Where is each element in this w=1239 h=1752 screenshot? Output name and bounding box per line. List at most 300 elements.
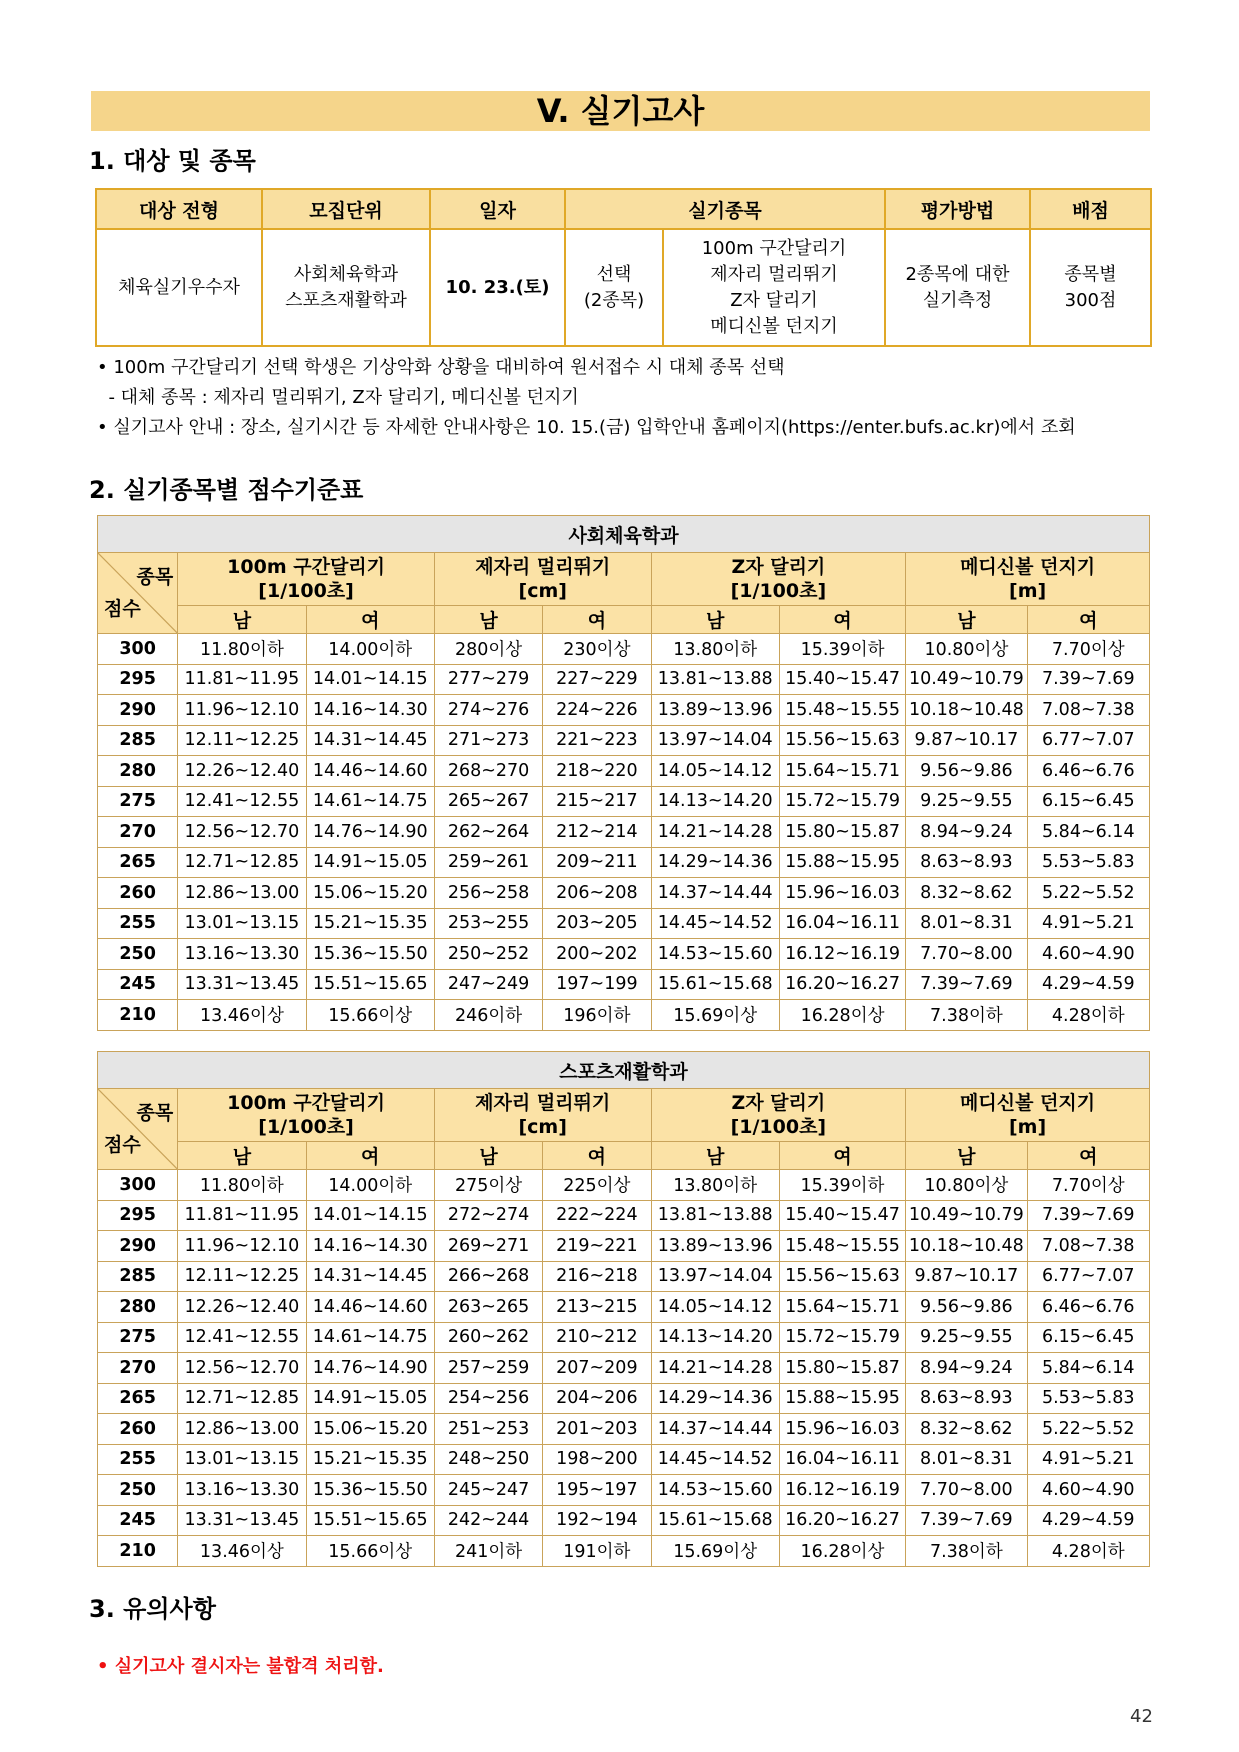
criterion-cell: 16.20~16.27 — [779, 1505, 905, 1536]
criterion-cell: 15.88~15.95 — [779, 847, 905, 878]
criterion-cell: 16.04~16.11 — [779, 908, 905, 939]
criterion-cell: 14.46~14.60 — [306, 756, 434, 787]
criterion-cell: 15.06~15.20 — [306, 878, 434, 909]
criterion-cell: 10.80이상 — [906, 1170, 1027, 1201]
female-header: 여 — [1027, 606, 1149, 634]
criterion-cell: 230이상 — [543, 634, 651, 665]
criterion-cell: 16.04~16.11 — [779, 1444, 905, 1475]
criterion-cell: 15.66이상 — [306, 1000, 434, 1031]
score-cell: 245 — [98, 1505, 178, 1536]
score-row — [98, 1383, 1150, 1414]
male-header: 남 — [651, 606, 779, 634]
event-name: 메디신볼 던지기 — [960, 1092, 1096, 1114]
corner-event-label: 종목 — [136, 566, 174, 588]
score-cell: 275 — [98, 1322, 178, 1353]
corner-header — [98, 553, 178, 634]
criterion-cell: 12.86~13.00 — [178, 878, 306, 909]
header-type: 대상 전형 — [96, 189, 262, 229]
criterion-cell: 10.49~10.79 — [906, 1200, 1027, 1231]
criterion-cell: 10.80이상 — [906, 634, 1027, 665]
score-row — [98, 695, 1150, 726]
criterion-cell: 6.15~6.45 — [1027, 1322, 1149, 1353]
department-title: 사회체육학과 — [98, 516, 1150, 553]
event-unit: [cm] — [518, 1116, 567, 1138]
criterion-cell: 11.81~11.95 — [178, 1200, 306, 1231]
criterion-cell: 254~256 — [434, 1383, 542, 1414]
criterion-cell: 15.06~15.20 — [306, 1414, 434, 1445]
cell-events — [663, 229, 885, 346]
score-cell: 300 — [98, 634, 178, 665]
criterion-cell: 11.80이하 — [178, 634, 306, 665]
criterion-cell: 216~218 — [543, 1261, 651, 1292]
male-header: 남 — [651, 1142, 779, 1170]
female-header: 여 — [779, 606, 905, 634]
score-cell: 265 — [98, 1383, 178, 1414]
criterion-cell: 15.64~15.71 — [779, 1292, 905, 1323]
section-title-score: 2. 실기종목별 점수기준표 — [89, 476, 364, 504]
score-cell: 270 — [98, 817, 178, 848]
criterion-cell: 15.21~15.35 — [306, 1444, 434, 1475]
gender-header-row — [98, 1142, 1150, 1170]
criterion-cell: 241이하 — [434, 1536, 542, 1567]
corner-header — [98, 1089, 178, 1170]
criterion-cell: 13.89~13.96 — [651, 695, 779, 726]
male-header: 남 — [906, 1142, 1027, 1170]
criterion-cell: 4.91~5.21 — [1027, 1444, 1149, 1475]
gender-header-row — [98, 606, 1150, 634]
score-row — [98, 1353, 1150, 1384]
criterion-cell: 12.56~12.70 — [178, 1353, 306, 1384]
criterion-cell: 16.12~16.19 — [779, 939, 905, 970]
criterion-cell: 15.39이하 — [779, 634, 905, 665]
score-cell: 295 — [98, 664, 178, 695]
score-row — [98, 847, 1150, 878]
criterion-cell: 198~200 — [543, 1444, 651, 1475]
event-header — [434, 553, 651, 606]
score-row — [98, 1414, 1150, 1445]
criterion-cell: 15.80~15.87 — [779, 817, 905, 848]
criterion-cell: 10.18~10.48 — [906, 1231, 1027, 1262]
criterion-cell: 248~250 — [434, 1444, 542, 1475]
cell-choice — [565, 229, 663, 346]
criterion-cell: 13.89~13.96 — [651, 1231, 779, 1262]
criterion-cell: 14.29~14.36 — [651, 847, 779, 878]
criterion-cell: 257~259 — [434, 1353, 542, 1384]
criterion-cell: 227~229 — [543, 664, 651, 695]
criterion-cell: 16.28이상 — [779, 1000, 905, 1031]
score-cell: 245 — [98, 969, 178, 1000]
criterion-cell: 4.60~4.90 — [1027, 939, 1149, 970]
criterion-cell: 14.61~14.75 — [306, 1322, 434, 1353]
criterion-cell: 7.08~7.38 — [1027, 1231, 1149, 1262]
criterion-cell: 16.12~16.19 — [779, 1475, 905, 1506]
criterion-cell: 14.16~14.30 — [306, 1231, 434, 1262]
event-item: 100m 구간달리기 — [701, 237, 847, 259]
criterion-cell: 4.28이하 — [1027, 1000, 1149, 1031]
method-line-2: 실기측정 — [922, 289, 993, 311]
female-header: 여 — [306, 1142, 434, 1170]
score-row — [98, 1000, 1150, 1031]
criterion-cell: 14.91~15.05 — [306, 847, 434, 878]
criterion-cell: 6.77~7.07 — [1027, 1261, 1149, 1292]
criterion-cell: 11.80이하 — [178, 1170, 306, 1201]
criterion-cell: 277~279 — [434, 664, 542, 695]
choice-label: 선택 — [596, 263, 632, 285]
score-cell: 255 — [98, 908, 178, 939]
criterion-cell: 15.72~15.79 — [779, 1322, 905, 1353]
score-cell: 210 — [98, 1000, 178, 1031]
target-table-row — [96, 229, 1151, 346]
criterion-cell: 13.97~14.04 — [651, 1261, 779, 1292]
event-name: 메디신볼 던지기 — [960, 556, 1096, 578]
event-unit: [m] — [1009, 580, 1047, 602]
male-header: 남 — [434, 606, 542, 634]
criterion-cell: 4.29~4.59 — [1027, 1505, 1149, 1536]
criterion-cell: 197~199 — [543, 969, 651, 1000]
score-cell: 250 — [98, 939, 178, 970]
criterion-cell: 12.71~12.85 — [178, 847, 306, 878]
criterion-cell: 206~208 — [543, 878, 651, 909]
criterion-cell: 15.40~15.47 — [779, 664, 905, 695]
note-line: • 100m 구간달리기 선택 학생은 기상악화 상황을 대비하여 원서접수 시 대체 종목 선택 — [97, 357, 785, 378]
criterion-cell: 4.91~5.21 — [1027, 908, 1149, 939]
score-cell: 290 — [98, 695, 178, 726]
criterion-cell: 7.38이하 — [906, 1536, 1027, 1567]
event-unit: [m] — [1009, 1116, 1047, 1138]
female-header: 여 — [543, 1142, 651, 1170]
score-table-social-sports — [97, 515, 1150, 1031]
note-line: • 실기고사 안내 : 장소, 실기시간 등 자세한 안내사항은 10. 15.(금) 입학안내 홈페이지(https://enter.bufs.ac.kr)에서 조회 — [97, 417, 1076, 438]
criterion-cell: 209~211 — [543, 847, 651, 878]
criterion-cell: 14.46~14.60 — [306, 1292, 434, 1323]
score-cell: 295 — [98, 1200, 178, 1231]
cell-type: 체육실기우수자 — [96, 229, 262, 346]
criterion-cell: 13.80이하 — [651, 634, 779, 665]
criterion-cell: 14.37~14.44 — [651, 1414, 779, 1445]
criterion-cell: 15.64~15.71 — [779, 756, 905, 787]
criterion-cell: 269~271 — [434, 1231, 542, 1262]
department-header-row — [98, 516, 1150, 553]
criterion-cell: 271~273 — [434, 725, 542, 756]
score-row — [98, 878, 1150, 909]
criterion-cell: 15.36~15.50 — [306, 939, 434, 970]
score-row — [98, 786, 1150, 817]
criterion-cell: 14.53~15.60 — [651, 1475, 779, 1506]
event-header — [651, 553, 906, 606]
score-row — [98, 908, 1150, 939]
event-header — [906, 1089, 1150, 1142]
cell-method — [885, 229, 1030, 346]
department-title: 스포츠재활학과 — [98, 1052, 1150, 1089]
criterion-cell: 245~247 — [434, 1475, 542, 1506]
female-header: 여 — [306, 606, 434, 634]
criterion-cell: 13.01~13.15 — [178, 908, 306, 939]
event-name: 제자리 멀리뛰기 — [475, 1092, 611, 1114]
male-header: 남 — [178, 606, 306, 634]
criterion-cell: 7.39~7.69 — [906, 969, 1027, 1000]
criterion-cell: 13.46이상 — [178, 1536, 306, 1567]
criterion-cell: 14.31~14.45 — [306, 725, 434, 756]
criterion-cell: 12.11~12.25 — [178, 725, 306, 756]
score-row — [98, 756, 1150, 787]
choice-count: (2종목) — [583, 289, 645, 311]
event-unit: [1/100초] — [258, 580, 354, 602]
score-row — [98, 1505, 1150, 1536]
criterion-cell: 14.21~14.28 — [651, 1353, 779, 1384]
criterion-cell: 7.70이상 — [1027, 634, 1149, 665]
event-unit: [cm] — [518, 580, 567, 602]
criterion-cell: 15.40~15.47 — [779, 1200, 905, 1231]
score-row — [98, 969, 1150, 1000]
criterion-cell: 8.32~8.62 — [906, 1414, 1027, 1445]
criterion-cell: 8.63~8.93 — [906, 1383, 1027, 1414]
criterion-cell: 15.69이상 — [651, 1536, 779, 1567]
score-row — [98, 1170, 1150, 1201]
criterion-cell: 250~252 — [434, 939, 542, 970]
criterion-cell: 11.96~12.10 — [178, 695, 306, 726]
criterion-cell: 224~226 — [543, 695, 651, 726]
header-date: 일자 — [430, 189, 565, 229]
criterion-cell: 15.48~15.55 — [779, 695, 905, 726]
event-name: 100m 구간달리기 — [227, 1092, 385, 1114]
criterion-cell: 13.46이상 — [178, 1000, 306, 1031]
header-method: 평가방법 — [885, 189, 1030, 229]
notes — [97, 353, 1076, 443]
method-line-1: 2종목에 대한 — [905, 263, 1010, 285]
criterion-cell: 7.39~7.69 — [1027, 664, 1149, 695]
criterion-cell: 251~253 — [434, 1414, 542, 1445]
score-row — [98, 634, 1150, 665]
criterion-cell: 6.77~7.07 — [1027, 725, 1149, 756]
criterion-cell: 12.26~12.40 — [178, 756, 306, 787]
criterion-cell: 260~262 — [434, 1322, 542, 1353]
score-cell: 290 — [98, 1231, 178, 1262]
caution-text: • 실기고사 결시자는 불합격 처리함. — [97, 1656, 384, 1677]
event-item: Z자 달리기 — [730, 289, 818, 311]
criterion-cell: 5.53~5.83 — [1027, 1383, 1149, 1414]
criterion-cell: 13.16~13.30 — [178, 939, 306, 970]
criterion-cell: 191이하 — [543, 1536, 651, 1567]
criterion-cell: 265~267 — [434, 786, 542, 817]
score-cell: 210 — [98, 1536, 178, 1567]
score-cell: 260 — [98, 1414, 178, 1445]
criterion-cell: 204~206 — [543, 1383, 651, 1414]
unit-sports-rehab: 스포츠재활학과 — [285, 289, 407, 311]
header-unit: 모집단위 — [262, 189, 430, 229]
criterion-cell: 218~220 — [543, 756, 651, 787]
score-line-2: 300점 — [1064, 289, 1117, 311]
criterion-cell: 207~209 — [543, 1353, 651, 1384]
criterion-cell: 200~202 — [543, 939, 651, 970]
criterion-cell: 14.13~14.20 — [651, 786, 779, 817]
criterion-cell: 13.16~13.30 — [178, 1475, 306, 1506]
criterion-cell: 268~270 — [434, 756, 542, 787]
event-unit: [1/100초] — [730, 580, 827, 602]
cell-score — [1030, 229, 1151, 346]
section-title-caution: 3. 유의사항 — [89, 1595, 216, 1623]
criterion-cell: 5.22~5.52 — [1027, 1414, 1149, 1445]
criterion-cell: 5.22~5.52 — [1027, 878, 1149, 909]
criterion-cell: 15.96~16.03 — [779, 1414, 905, 1445]
score-cell: 285 — [98, 725, 178, 756]
note-line: - 대체 종목 : 제자리 멀리뛰기, Z자 달리기, 메디신볼 던지기 — [97, 387, 579, 408]
criterion-cell: 14.05~14.12 — [651, 756, 779, 787]
criterion-cell: 9.87~10.17 — [906, 1261, 1027, 1292]
page-number: 42 — [1130, 1706, 1153, 1727]
event-name: 제자리 멀리뛰기 — [475, 556, 611, 578]
criterion-cell: 15.88~15.95 — [779, 1383, 905, 1414]
event-header-row — [98, 1089, 1150, 1142]
criterion-cell: 9.25~9.55 — [906, 1322, 1027, 1353]
cell-date: 10. 23.(토) — [430, 229, 565, 346]
score-cell: 255 — [98, 1444, 178, 1475]
criterion-cell: 13.31~13.45 — [178, 1505, 306, 1536]
event-header — [178, 1089, 435, 1142]
criterion-cell: 9.56~9.86 — [906, 756, 1027, 787]
criterion-cell: 222~224 — [543, 1200, 651, 1231]
score-row — [98, 1261, 1150, 1292]
score-row — [98, 725, 1150, 756]
score-table-sports-rehab — [97, 1051, 1150, 1567]
criterion-cell: 8.94~9.24 — [906, 817, 1027, 848]
score-row — [98, 1231, 1150, 1262]
criterion-cell: 15.21~15.35 — [306, 908, 434, 939]
score-line-1: 종목별 — [1064, 263, 1117, 285]
criterion-cell: 15.36~15.50 — [306, 1475, 434, 1506]
criterion-cell: 259~261 — [434, 847, 542, 878]
criterion-cell: 12.26~12.40 — [178, 1292, 306, 1323]
male-header: 남 — [906, 606, 1027, 634]
event-header — [651, 1089, 906, 1142]
criterion-cell: 213~215 — [543, 1292, 651, 1323]
male-header: 남 — [178, 1142, 306, 1170]
criterion-cell: 5.84~6.14 — [1027, 817, 1149, 848]
score-row — [98, 1200, 1150, 1231]
criterion-cell: 15.51~15.65 — [306, 1505, 434, 1536]
criterion-cell: 8.32~8.62 — [906, 878, 1027, 909]
criterion-cell: 14.16~14.30 — [306, 695, 434, 726]
criterion-cell: 14.13~14.20 — [651, 1322, 779, 1353]
criterion-cell: 212~214 — [543, 817, 651, 848]
corner-score-label: 점수 — [104, 1134, 141, 1156]
male-header: 남 — [434, 1142, 542, 1170]
criterion-cell: 14.76~14.90 — [306, 817, 434, 848]
criterion-cell: 4.28이하 — [1027, 1536, 1149, 1567]
criterion-cell: 13.80이하 — [651, 1170, 779, 1201]
event-unit: [1/100초] — [258, 1116, 354, 1138]
criterion-cell: 12.41~12.55 — [178, 786, 306, 817]
score-cell: 250 — [98, 1475, 178, 1506]
female-header: 여 — [779, 1142, 905, 1170]
criterion-cell: 215~217 — [543, 786, 651, 817]
criterion-cell: 11.96~12.10 — [178, 1231, 306, 1262]
criterion-cell: 6.15~6.45 — [1027, 786, 1149, 817]
criterion-cell: 12.11~12.25 — [178, 1261, 306, 1292]
criterion-cell: 7.70이상 — [1027, 1170, 1149, 1201]
criterion-cell: 7.08~7.38 — [1027, 695, 1149, 726]
event-name: Z자 달리기 — [731, 556, 826, 578]
event-header — [906, 553, 1150, 606]
event-header-row — [98, 553, 1150, 606]
criterion-cell: 13.97~14.04 — [651, 725, 779, 756]
criterion-cell: 14.53~15.60 — [651, 939, 779, 970]
score-cell: 260 — [98, 878, 178, 909]
cell-unit — [262, 229, 430, 346]
criterion-cell: 14.45~14.52 — [651, 1444, 779, 1475]
criterion-cell: 246이하 — [434, 1000, 542, 1031]
criterion-cell: 10.18~10.48 — [906, 695, 1027, 726]
criterion-cell: 14.31~14.45 — [306, 1261, 434, 1292]
criterion-cell: 14.00이하 — [306, 1170, 434, 1201]
criterion-cell: 14.61~14.75 — [306, 786, 434, 817]
criterion-cell: 195~197 — [543, 1475, 651, 1506]
criterion-cell: 203~205 — [543, 908, 651, 939]
criterion-cell: 12.86~13.00 — [178, 1414, 306, 1445]
score-row — [98, 1444, 1150, 1475]
score-row — [98, 1292, 1150, 1323]
target-table — [95, 188, 1152, 347]
criterion-cell: 266~268 — [434, 1261, 542, 1292]
score-row — [98, 1475, 1150, 1506]
criterion-cell: 272~274 — [434, 1200, 542, 1231]
criterion-cell: 15.66이상 — [306, 1536, 434, 1567]
criterion-cell: 12.41~12.55 — [178, 1322, 306, 1353]
event-name: Z자 달리기 — [731, 1092, 826, 1114]
section-title-target: 1. 대상 및 종목 — [89, 147, 256, 175]
criterion-cell: 262~264 — [434, 817, 542, 848]
criterion-cell: 15.51~15.65 — [306, 969, 434, 1000]
criterion-cell: 14.29~14.36 — [651, 1383, 779, 1414]
criterion-cell: 9.56~9.86 — [906, 1292, 1027, 1323]
criterion-cell: 196이하 — [543, 1000, 651, 1031]
criterion-cell: 14.91~15.05 — [306, 1383, 434, 1414]
event-name: 100m 구간달리기 — [227, 556, 385, 578]
criterion-cell: 14.00이하 — [306, 634, 434, 665]
criterion-cell: 15.48~15.55 — [779, 1231, 905, 1262]
criterion-cell: 14.05~14.12 — [651, 1292, 779, 1323]
female-header: 여 — [543, 606, 651, 634]
criterion-cell: 280이상 — [434, 634, 542, 665]
criterion-cell: 253~255 — [434, 908, 542, 939]
score-cell: 270 — [98, 1353, 178, 1384]
score-row — [98, 939, 1150, 970]
score-cell: 275 — [98, 786, 178, 817]
criterion-cell: 8.94~9.24 — [906, 1353, 1027, 1384]
criterion-cell: 275이상 — [434, 1170, 542, 1201]
score-cell: 265 — [98, 847, 178, 878]
criterion-cell: 9.87~10.17 — [906, 725, 1027, 756]
score-row — [98, 664, 1150, 695]
score-row — [98, 817, 1150, 848]
score-row — [98, 1536, 1150, 1567]
criterion-cell: 15.61~15.68 — [651, 969, 779, 1000]
header-score: 배점 — [1030, 189, 1151, 229]
criterion-cell: 12.71~12.85 — [178, 1383, 306, 1414]
criterion-cell: 15.96~16.03 — [779, 878, 905, 909]
criterion-cell: 14.37~14.44 — [651, 878, 779, 909]
criterion-cell: 274~276 — [434, 695, 542, 726]
criterion-cell: 8.63~8.93 — [906, 847, 1027, 878]
criterion-cell: 14.76~14.90 — [306, 1353, 434, 1384]
unit-social-sports: 사회체육학과 — [293, 263, 399, 285]
criterion-cell: 8.01~8.31 — [906, 908, 1027, 939]
criterion-cell: 16.28이상 — [779, 1536, 905, 1567]
criterion-cell: 15.72~15.79 — [779, 786, 905, 817]
criterion-cell: 15.56~15.63 — [779, 1261, 905, 1292]
criterion-cell: 4.29~4.59 — [1027, 969, 1149, 1000]
female-header: 여 — [1027, 1142, 1149, 1170]
criterion-cell: 14.21~14.28 — [651, 817, 779, 848]
